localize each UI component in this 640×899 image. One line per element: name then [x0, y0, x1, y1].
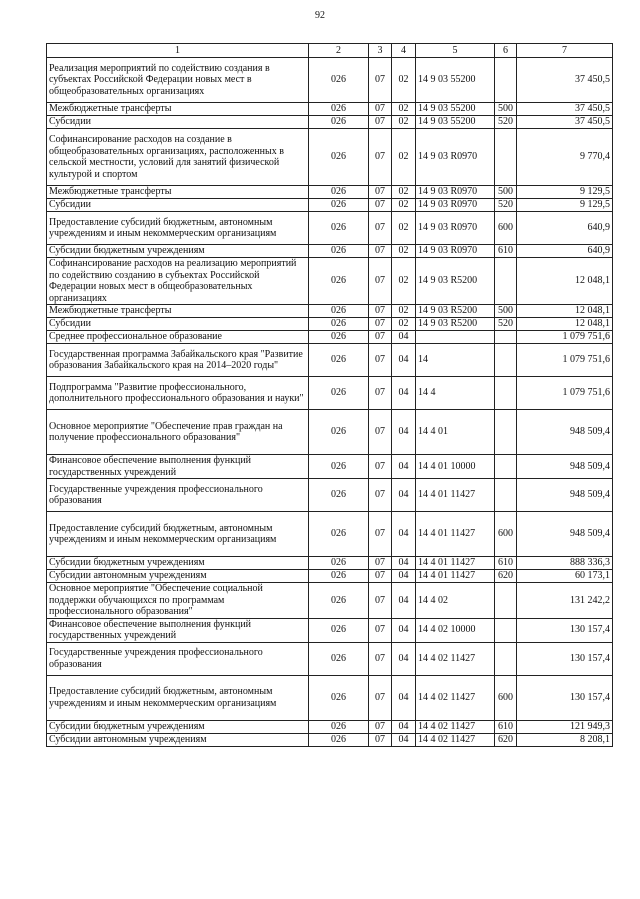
row-subsection-code: 02 [392, 318, 416, 331]
table-row [47, 103, 613, 116]
row-expense-type [495, 377, 517, 410]
row-section-code: 07 [369, 377, 392, 410]
row-section-code: 07 [369, 720, 392, 733]
row-expense-type [495, 642, 517, 675]
row-name: Софинансирование расходов на создание в общеобразовательных организациях, расположенных в сельской местности, условий для занятий физической культурой и спортом [47, 129, 309, 186]
row-target-article: 14 9 03 R0970 [416, 212, 495, 245]
row-grbs-code: 026 [309, 455, 369, 479]
row-subsection-code: 04 [392, 618, 416, 642]
row-target-article: 14 9 03 55200 [416, 58, 495, 103]
row-name: Субсидии [47, 199, 309, 212]
row-name: Государственные учреждения профессионального образования [47, 642, 309, 675]
row-grbs-code: 026 [309, 570, 369, 583]
row-grbs-code: 026 [309, 642, 369, 675]
row-section-code: 07 [369, 570, 392, 583]
row-target-article: 14 4 01 11427 [416, 557, 495, 570]
row-amount: 1 079 751,6 [517, 331, 613, 344]
row-target-article: 14 9 03 R5200 [416, 318, 495, 331]
row-expense-type: 610 [495, 245, 517, 258]
row-section-code: 07 [369, 512, 392, 557]
row-subsection-code: 04 [392, 479, 416, 512]
row-subsection-code: 02 [392, 58, 416, 103]
row-target-article: 14 9 03 R0970 [416, 245, 495, 258]
row-subsection-code: 02 [392, 305, 416, 318]
row-name: Финансовое обеспечение выполнения функций государственных учреждений [47, 618, 309, 642]
row-subsection-code: 02 [392, 245, 416, 258]
table-row [47, 58, 613, 103]
row-section-code: 07 [369, 258, 392, 305]
row-expense-type [495, 455, 517, 479]
row-section-code: 07 [369, 129, 392, 186]
table-row [47, 570, 613, 583]
row-name: Межбюджетные трансферты [47, 186, 309, 199]
row-section-code: 07 [369, 618, 392, 642]
row-amount: 12 048,1 [517, 305, 613, 318]
row-name: Основное мероприятие "Обеспечение социальной поддержки обучающихся по программам профессионального образования" [47, 583, 309, 619]
row-subsection-code: 02 [392, 199, 416, 212]
table-row [47, 129, 613, 186]
row-grbs-code: 026 [309, 186, 369, 199]
row-subsection-code: 04 [392, 642, 416, 675]
row-expense-type [495, 331, 517, 344]
row-name: Среднее профессиональное образование [47, 331, 309, 344]
row-amount: 12 048,1 [517, 258, 613, 305]
row-target-article: 14 4 01 [416, 410, 495, 455]
row-target-article: 14 4 02 11427 [416, 675, 495, 720]
row-name: Субсидии [47, 116, 309, 129]
row-subsection-code: 04 [392, 331, 416, 344]
row-target-article: 14 9 03 55200 [416, 116, 495, 129]
row-subsection-code: 02 [392, 129, 416, 186]
row-name: Реализация мероприятий по содействию создания в субъектах Российской Федерации новых мест в общеобразовательных организациях [47, 58, 309, 103]
row-name: Субсидии бюджетным учреждениям [47, 720, 309, 733]
table-header-row [47, 44, 613, 58]
table-row [47, 377, 613, 410]
row-section-code: 07 [369, 455, 392, 479]
table-row [47, 212, 613, 245]
row-expense-type: 500 [495, 305, 517, 318]
row-expense-type [495, 583, 517, 619]
row-amount: 948 509,4 [517, 512, 613, 557]
row-grbs-code: 026 [309, 212, 369, 245]
table-row [47, 199, 613, 212]
row-subsection-code: 02 [392, 103, 416, 116]
row-grbs-code: 026 [309, 512, 369, 557]
header-col-7: 7 [517, 44, 613, 58]
row-name: Межбюджетные трансферты [47, 305, 309, 318]
row-name: Предоставление субсидий бюджетным, автономным учреждениям и иным некоммерческим организациям [47, 212, 309, 245]
row-subsection-code: 04 [392, 583, 416, 619]
row-target-article: 14 9 03 R0970 [416, 129, 495, 186]
row-target-article: 14 9 03 R0970 [416, 186, 495, 199]
row-grbs-code: 026 [309, 116, 369, 129]
header-col-2: 2 [309, 44, 369, 58]
row-amount: 888 336,3 [517, 557, 613, 570]
row-subsection-code: 04 [392, 557, 416, 570]
table-row [47, 583, 613, 619]
row-amount: 130 157,4 [517, 675, 613, 720]
table-row [47, 733, 613, 746]
row-target-article: 14 4 02 10000 [416, 618, 495, 642]
row-grbs-code: 026 [309, 720, 369, 733]
budget-table [46, 43, 613, 747]
row-amount: 1 079 751,6 [517, 377, 613, 410]
table-row [47, 675, 613, 720]
row-target-article [416, 331, 495, 344]
row-amount: 9 770,4 [517, 129, 613, 186]
row-target-article: 14 4 02 [416, 583, 495, 619]
row-amount: 130 157,4 [517, 642, 613, 675]
table-row [47, 618, 613, 642]
row-name: Подпрограмма "Развитие профессионального, дополнительного профессионального образования и науки" [47, 377, 309, 410]
row-name: Субсидии [47, 318, 309, 331]
row-name: Субсидии автономным учреждениям [47, 733, 309, 746]
table-row [47, 318, 613, 331]
row-section-code: 07 [369, 675, 392, 720]
row-amount: 37 450,5 [517, 116, 613, 129]
row-expense-type: 520 [495, 199, 517, 212]
row-grbs-code: 026 [309, 258, 369, 305]
row-target-article: 14 9 03 R5200 [416, 258, 495, 305]
row-grbs-code: 026 [309, 103, 369, 116]
row-section-code: 07 [369, 642, 392, 675]
row-grbs-code: 026 [309, 557, 369, 570]
row-amount: 37 450,5 [517, 103, 613, 116]
row-subsection-code: 02 [392, 186, 416, 199]
row-amount: 9 129,5 [517, 186, 613, 199]
row-name: Предоставление субсидий бюджетным, автономным учреждениям и иным некоммерческим организациям [47, 512, 309, 557]
row-target-article: 14 4 01 11427 [416, 479, 495, 512]
header-col-1: 1 [47, 44, 309, 58]
row-subsection-code: 02 [392, 212, 416, 245]
table-row [47, 410, 613, 455]
row-expense-type: 620 [495, 733, 517, 746]
row-name: Субсидии автономным учреждениям [47, 570, 309, 583]
row-expense-type [495, 344, 517, 377]
row-grbs-code: 026 [309, 733, 369, 746]
row-expense-type: 610 [495, 720, 517, 733]
row-amount: 130 157,4 [517, 618, 613, 642]
table-row [47, 331, 613, 344]
row-expense-type [495, 258, 517, 305]
row-grbs-code: 026 [309, 618, 369, 642]
row-expense-type: 620 [495, 570, 517, 583]
row-grbs-code: 026 [309, 410, 369, 455]
row-target-article: 14 4 02 11427 [416, 733, 495, 746]
row-amount: 948 509,4 [517, 410, 613, 455]
row-section-code: 07 [369, 245, 392, 258]
row-section-code: 07 [369, 410, 392, 455]
row-amount: 9 129,5 [517, 199, 613, 212]
table-row [47, 642, 613, 675]
row-subsection-code: 04 [392, 675, 416, 720]
row-name: Софинансирование расходов на реализацию мероприятий по содействию созданию в субъектах Российской Федерации новых мест в общеобразовательных организациях [47, 258, 309, 305]
row-expense-type: 610 [495, 557, 517, 570]
row-expense-type: 600 [495, 675, 517, 720]
row-target-article: 14 4 02 11427 [416, 642, 495, 675]
row-name: Предоставление субсидий бюджетным, автономным учреждениям и иным некоммерческим организациям [47, 675, 309, 720]
row-amount: 60 173,1 [517, 570, 613, 583]
row-name: Основное мероприятие "Обеспечение прав граждан на получение профессионального образования" [47, 410, 309, 455]
row-target-article: 14 4 [416, 377, 495, 410]
row-target-article: 14 4 01 10000 [416, 455, 495, 479]
table-row [47, 258, 613, 305]
row-target-article: 14 4 01 11427 [416, 512, 495, 557]
table-row [47, 245, 613, 258]
row-expense-type: 600 [495, 212, 517, 245]
row-section-code: 07 [369, 344, 392, 377]
row-grbs-code: 026 [309, 675, 369, 720]
row-subsection-code: 04 [392, 344, 416, 377]
row-subsection-code: 04 [392, 733, 416, 746]
row-section-code: 07 [369, 733, 392, 746]
row-section-code: 07 [369, 186, 392, 199]
row-amount: 8 208,1 [517, 733, 613, 746]
row-amount: 948 509,4 [517, 479, 613, 512]
row-amount: 1 079 751,6 [517, 344, 613, 377]
row-target-article: 14 9 03 R0970 [416, 199, 495, 212]
row-name: Субсидии бюджетным учреждениям [47, 245, 309, 258]
row-subsection-code: 02 [392, 116, 416, 129]
row-amount: 948 509,4 [517, 455, 613, 479]
row-subsection-code: 04 [392, 377, 416, 410]
row-expense-type [495, 410, 517, 455]
table-row [47, 455, 613, 479]
row-section-code: 07 [369, 318, 392, 331]
row-name: Финансовое обеспечение выполнения функций государственных учреждений [47, 455, 309, 479]
row-name: Межбюджетные трансферты [47, 103, 309, 116]
table-row [47, 557, 613, 570]
row-grbs-code: 026 [309, 479, 369, 512]
row-section-code: 07 [369, 116, 392, 129]
row-expense-type: 520 [495, 116, 517, 129]
row-amount: 121 949,3 [517, 720, 613, 733]
table-row [47, 720, 613, 733]
row-expense-type: 500 [495, 186, 517, 199]
row-grbs-code: 026 [309, 245, 369, 258]
row-amount: 131 242,2 [517, 583, 613, 619]
row-subsection-code: 02 [392, 258, 416, 305]
row-section-code: 07 [369, 58, 392, 103]
row-subsection-code: 04 [392, 410, 416, 455]
row-grbs-code: 026 [309, 318, 369, 331]
header-col-3: 3 [369, 44, 392, 58]
row-expense-type: 520 [495, 318, 517, 331]
row-subsection-code: 04 [392, 512, 416, 557]
row-expense-type: 600 [495, 512, 517, 557]
row-grbs-code: 026 [309, 344, 369, 377]
row-section-code: 07 [369, 479, 392, 512]
header-col-4: 4 [392, 44, 416, 58]
row-section-code: 07 [369, 103, 392, 116]
row-name: Субсидии бюджетным учреждениям [47, 557, 309, 570]
row-grbs-code: 026 [309, 377, 369, 410]
table-row [47, 479, 613, 512]
row-name: Государственные учреждения профессионального образования [47, 479, 309, 512]
row-target-article: 14 9 03 R5200 [416, 305, 495, 318]
header-col-6: 6 [495, 44, 517, 58]
row-grbs-code: 026 [309, 129, 369, 186]
row-grbs-code: 026 [309, 199, 369, 212]
row-amount: 640,9 [517, 212, 613, 245]
row-grbs-code: 026 [309, 583, 369, 619]
row-amount: 12 048,1 [517, 318, 613, 331]
row-section-code: 07 [369, 583, 392, 619]
row-expense-type: 500 [495, 103, 517, 116]
row-expense-type [495, 129, 517, 186]
row-amount: 640,9 [517, 245, 613, 258]
table-row [47, 305, 613, 318]
row-subsection-code: 04 [392, 455, 416, 479]
row-grbs-code: 026 [309, 305, 369, 318]
row-expense-type [495, 58, 517, 103]
row-section-code: 07 [369, 331, 392, 344]
row-target-article: 14 [416, 344, 495, 377]
row-section-code: 07 [369, 199, 392, 212]
row-name: Государственная программа Забайкальского края "Развитие образования Забайкальского края на 2014–2020 годы" [47, 344, 309, 377]
table-body [47, 58, 613, 747]
row-target-article: 14 9 03 55200 [416, 103, 495, 116]
row-amount: 37 450,5 [517, 58, 613, 103]
table-row [47, 116, 613, 129]
row-subsection-code: 04 [392, 570, 416, 583]
row-subsection-code: 04 [392, 720, 416, 733]
table-row [47, 512, 613, 557]
page-number: 92 [315, 10, 325, 21]
header-col-5: 5 [416, 44, 495, 58]
row-grbs-code: 026 [309, 331, 369, 344]
row-grbs-code: 026 [309, 58, 369, 103]
row-section-code: 07 [369, 305, 392, 318]
table-row [47, 344, 613, 377]
row-expense-type [495, 618, 517, 642]
row-section-code: 07 [369, 557, 392, 570]
row-target-article: 14 4 01 11427 [416, 570, 495, 583]
row-target-article: 14 4 02 11427 [416, 720, 495, 733]
table-row [47, 186, 613, 199]
row-section-code: 07 [369, 212, 392, 245]
row-expense-type [495, 479, 517, 512]
